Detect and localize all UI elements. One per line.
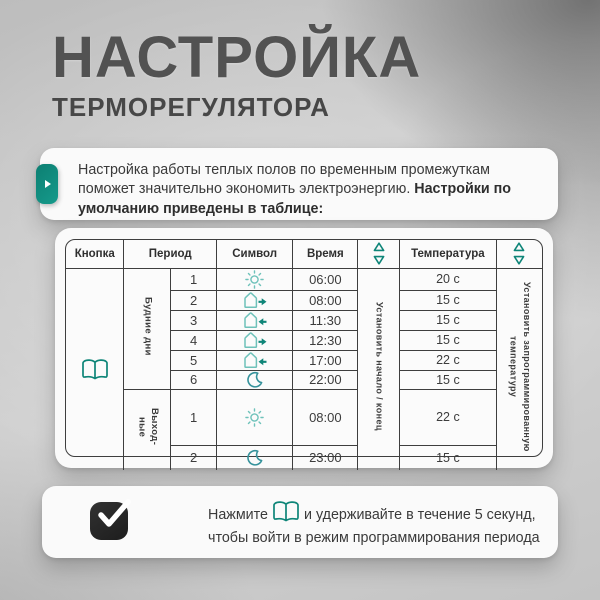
schedule-table-card <box>55 228 553 468</box>
temperature-value: 15 c <box>400 370 497 389</box>
time-value: 08:00 <box>293 290 358 310</box>
page-title: НАСТРОЙКА <box>52 25 422 90</box>
note-card <box>42 486 558 558</box>
intro-text-normal: Настройка работы теплых полов по временным промежуткам поможет значительно экономить электроэнергию. <box>78 162 490 198</box>
temperature-value: 15 c <box>400 310 497 330</box>
temperature-value: 15 c <box>400 290 497 310</box>
period-group-weekend: Выход-ные <box>124 389 171 470</box>
header-period: Период <box>124 240 217 268</box>
time-value: 06:00 <box>293 268 358 290</box>
checkmark-icon <box>90 502 128 540</box>
page-subtitle: ТЕРМОРЕГУЛЯТОРА <box>52 91 330 122</box>
book-icon <box>66 268 124 470</box>
teal-tab <box>36 164 58 204</box>
intro-card <box>40 148 558 220</box>
table-row <box>66 389 542 446</box>
note-text <box>208 500 556 548</box>
note-text-after: и удерживайте в течение 5 секунд, чтобы войти в режим программирования периода <box>208 507 540 546</box>
table-row <box>66 268 542 290</box>
moon-icon <box>217 370 293 389</box>
time-value: 11:30 <box>293 310 358 330</box>
schedule-table <box>65 239 543 466</box>
temperature-value: 20 c <box>400 268 497 290</box>
table-header-row <box>66 240 542 268</box>
temperature-value: 22 c <box>400 350 497 370</box>
side-label-temp-adjust: Установить запрограммированную температуру <box>496 268 542 470</box>
period-number: 2 <box>171 446 217 470</box>
period-number: 6 <box>171 370 217 389</box>
sun-icon <box>217 389 293 446</box>
up-down-arrows-icon <box>358 240 400 268</box>
note-text-before: Нажмите <box>208 507 268 523</box>
period-number: 3 <box>171 310 217 330</box>
period-number: 1 <box>171 389 217 446</box>
time-value: 22:00 <box>293 370 358 389</box>
header-symbol: Символ <box>217 240 293 268</box>
time-value: 08:00 <box>293 389 358 446</box>
time-value: 12:30 <box>293 330 358 350</box>
temperature-value: 15 c <box>400 446 497 470</box>
moon-icon <box>217 446 293 470</box>
play-arrow-icon <box>45 180 51 188</box>
period-number: 4 <box>171 330 217 350</box>
home-return-icon <box>217 310 293 330</box>
sun-icon <box>217 268 293 290</box>
home-return-icon <box>217 350 293 370</box>
up-down-arrows-icon <box>496 240 542 268</box>
book-icon <box>271 510 301 526</box>
header-temperature: Температура <box>400 240 497 268</box>
intro-text-bold: Настройки по умолчанию приведены в таблице: <box>78 181 512 217</box>
page-header <box>52 25 422 123</box>
side-label-time-adjust: Установить начало / конец <box>358 268 400 470</box>
home-leave-icon <box>217 290 293 310</box>
period-number: 2 <box>171 290 217 310</box>
period-number: 5 <box>171 350 217 370</box>
temperature-value: 22 c <box>400 389 497 446</box>
period-number: 1 <box>171 268 217 290</box>
header-time: Время <box>293 240 358 268</box>
home-leave-icon <box>217 330 293 350</box>
period-group-weekdays: Будние дни <box>124 268 171 389</box>
header-button: Кнопка <box>66 240 124 268</box>
time-value: 23:00 <box>293 446 358 470</box>
time-value: 17:00 <box>293 350 358 370</box>
intro-text <box>40 148 558 219</box>
temperature-value: 15 c <box>400 330 497 350</box>
